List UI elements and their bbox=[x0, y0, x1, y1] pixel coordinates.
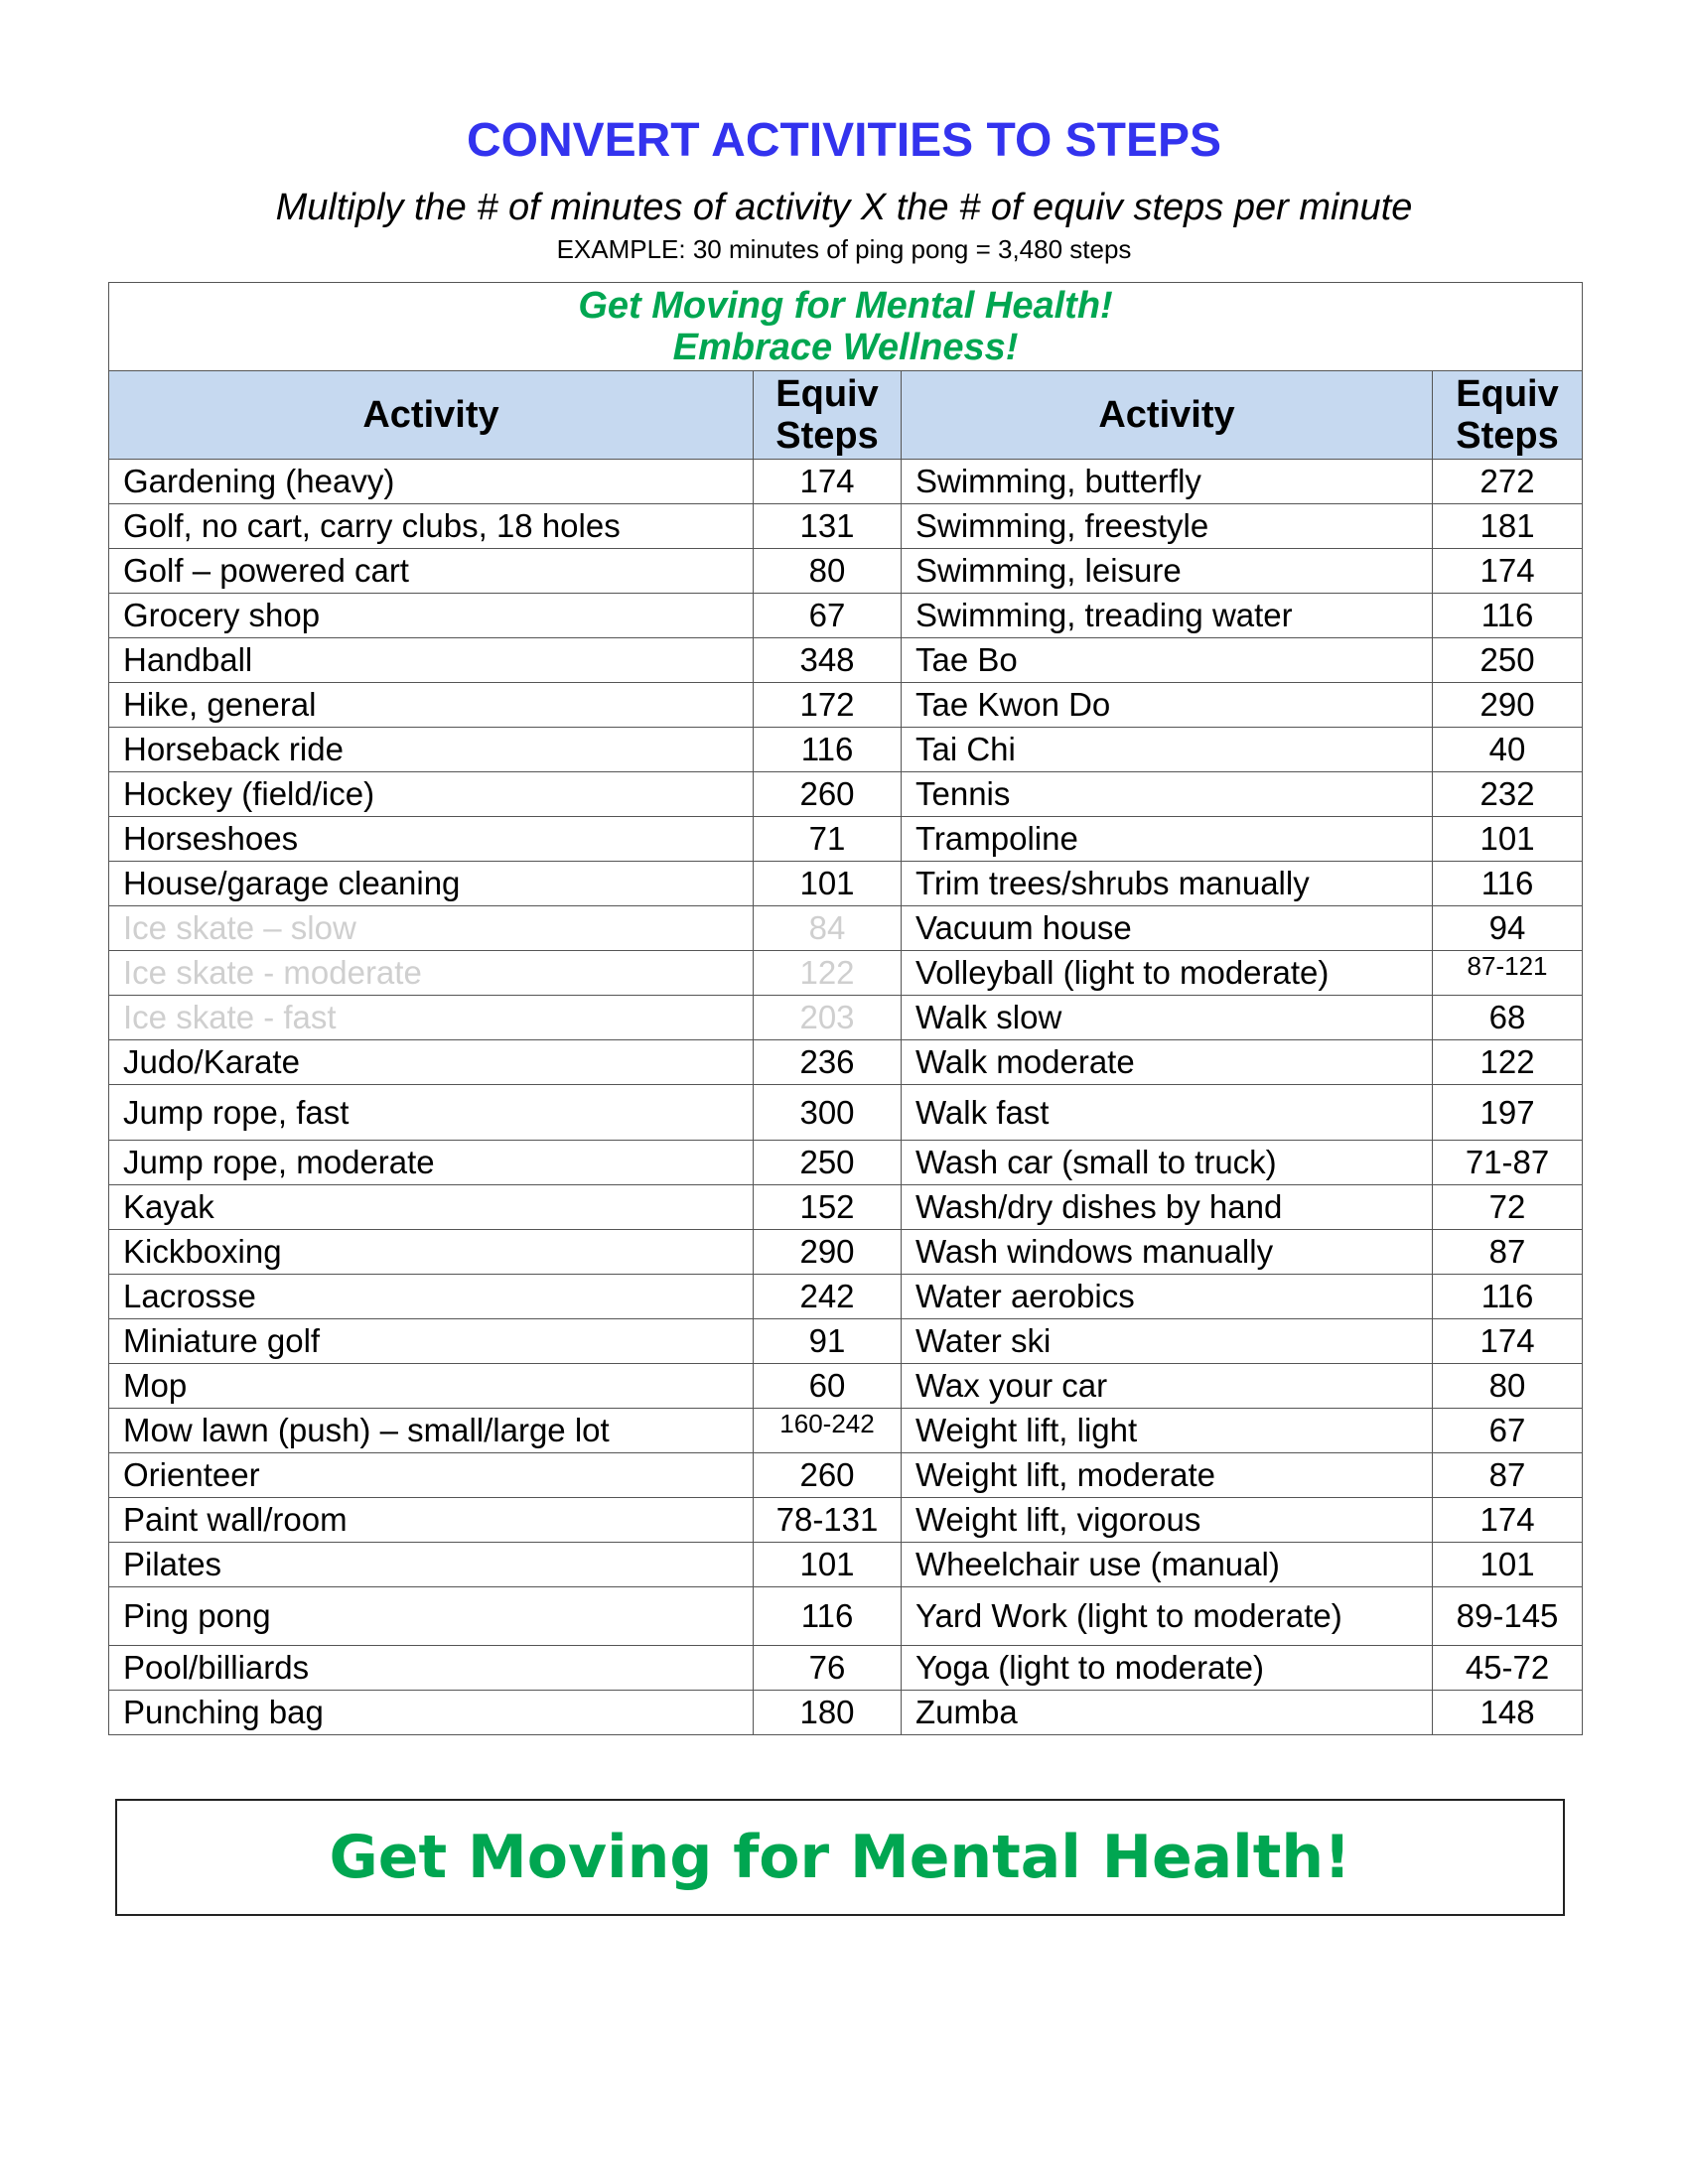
header-equiv-steps-right bbox=[1433, 371, 1583, 460]
activity-cell: Wax your car bbox=[902, 1364, 1433, 1409]
table-row bbox=[109, 1646, 1583, 1691]
steps-cell: 91 bbox=[754, 1319, 902, 1364]
steps-cell: 76 bbox=[754, 1646, 902, 1691]
steps-cell: 180 bbox=[754, 1691, 902, 1735]
header-equiv-label: Equiv bbox=[1456, 373, 1559, 415]
activity-cell: Golf, no cart, carry clubs, 18 holes bbox=[109, 504, 754, 549]
steps-cell: 80 bbox=[754, 549, 902, 594]
table-row bbox=[109, 549, 1583, 594]
steps-cell: 116 bbox=[1433, 594, 1583, 638]
steps-cell: 203 bbox=[754, 996, 902, 1040]
activity-cell: Hike, general bbox=[109, 683, 754, 728]
activity-cell: Kickboxing bbox=[109, 1230, 754, 1275]
activity-cell: Ice skate – slow bbox=[109, 906, 754, 951]
footer-text: Get Moving for Mental Health! bbox=[329, 1823, 1351, 1892]
steps-cell: 197 bbox=[1433, 1085, 1583, 1141]
activity-cell: Mow lawn (push) – small/large lot bbox=[109, 1409, 754, 1453]
steps-cell: 67 bbox=[1433, 1409, 1583, 1453]
activity-cell: Swimming, leisure bbox=[902, 549, 1433, 594]
steps-cell: 148 bbox=[1433, 1691, 1583, 1735]
table-body bbox=[109, 460, 1583, 1735]
activity-cell: Wash windows manually bbox=[902, 1230, 1433, 1275]
activity-cell: Punching bag bbox=[109, 1691, 754, 1735]
steps-cell: 116 bbox=[1433, 1275, 1583, 1319]
table-row bbox=[109, 1085, 1583, 1141]
activity-cell: Walk moderate bbox=[902, 1040, 1433, 1085]
page-title: CONVERT ACTIVITIES TO STEPS bbox=[466, 114, 1222, 167]
activities-table bbox=[108, 282, 1583, 1735]
table-row bbox=[109, 1040, 1583, 1085]
steps-cell: 174 bbox=[1433, 549, 1583, 594]
table-row bbox=[109, 460, 1583, 504]
header-activity-right: Activity bbox=[902, 371, 1433, 460]
activity-cell: Wheelchair use (manual) bbox=[902, 1543, 1433, 1587]
steps-cell: 87 bbox=[1433, 1453, 1583, 1498]
table-row bbox=[109, 683, 1583, 728]
steps-cell: 160-242 bbox=[754, 1409, 902, 1453]
table-row bbox=[109, 772, 1583, 817]
steps-cell: 174 bbox=[1433, 1319, 1583, 1364]
steps-cell: 174 bbox=[1433, 1498, 1583, 1543]
activity-cell: Water ski bbox=[902, 1319, 1433, 1364]
steps-cell: 87-121 bbox=[1433, 951, 1583, 996]
table-banner-row bbox=[109, 283, 1583, 371]
activity-cell: Paint wall/room bbox=[109, 1498, 754, 1543]
steps-cell: 172 bbox=[754, 683, 902, 728]
activity-cell: Lacrosse bbox=[109, 1275, 754, 1319]
activity-cell: Judo/Karate bbox=[109, 1040, 754, 1085]
header-steps-label: Steps bbox=[1456, 415, 1559, 457]
steps-cell: 122 bbox=[1433, 1040, 1583, 1085]
steps-cell: 174 bbox=[754, 460, 902, 504]
table-row bbox=[109, 862, 1583, 906]
steps-cell: 71 bbox=[754, 817, 902, 862]
steps-cell: 67 bbox=[754, 594, 902, 638]
table-row bbox=[109, 1185, 1583, 1230]
steps-cell: 181 bbox=[1433, 504, 1583, 549]
banner-line-2: Embrace Wellness! bbox=[672, 327, 1019, 368]
steps-cell: 78-131 bbox=[754, 1498, 902, 1543]
activity-cell: House/garage cleaning bbox=[109, 862, 754, 906]
activity-cell: Trampoline bbox=[902, 817, 1433, 862]
steps-cell: 101 bbox=[1433, 1543, 1583, 1587]
steps-cell: 101 bbox=[1433, 817, 1583, 862]
activity-cell: Orienteer bbox=[109, 1453, 754, 1498]
table-row bbox=[109, 1543, 1583, 1587]
table-row bbox=[109, 1319, 1583, 1364]
table-row bbox=[109, 1587, 1583, 1646]
table-row bbox=[109, 638, 1583, 683]
header-equiv-label: Equiv bbox=[775, 373, 879, 415]
table-row bbox=[109, 1409, 1583, 1453]
activity-cell: Ice skate - moderate bbox=[109, 951, 754, 996]
activity-cell: Tennis bbox=[902, 772, 1433, 817]
steps-cell: 101 bbox=[754, 1543, 902, 1587]
steps-cell: 260 bbox=[754, 1453, 902, 1498]
activity-cell: Jump rope, fast bbox=[109, 1085, 754, 1141]
activity-cell: Miniature golf bbox=[109, 1319, 754, 1364]
table-row bbox=[109, 951, 1583, 996]
table-row bbox=[109, 1498, 1583, 1543]
steps-cell: 116 bbox=[754, 1587, 902, 1646]
activity-cell: Horseback ride bbox=[109, 728, 754, 772]
table-row bbox=[109, 817, 1583, 862]
steps-cell: 242 bbox=[754, 1275, 902, 1319]
activity-cell: Horseshoes bbox=[109, 817, 754, 862]
instructions-subtitle: Multiply the # of minutes of activity X the # of equiv steps per minute bbox=[275, 187, 1413, 228]
activity-cell: Weight lift, light bbox=[902, 1409, 1433, 1453]
steps-cell: 250 bbox=[1433, 638, 1583, 683]
steps-cell: 89-145 bbox=[1433, 1587, 1583, 1646]
table-row bbox=[109, 728, 1583, 772]
table-row bbox=[109, 906, 1583, 951]
steps-cell: 68 bbox=[1433, 996, 1583, 1040]
activity-cell: Grocery shop bbox=[109, 594, 754, 638]
activity-cell: Jump rope, moderate bbox=[109, 1141, 754, 1185]
example-text: EXAMPLE: 30 minutes of ping pong = 3,480 steps bbox=[556, 234, 1132, 264]
steps-cell: 300 bbox=[754, 1085, 902, 1141]
steps-cell: 116 bbox=[754, 728, 902, 772]
table-banner bbox=[109, 283, 1583, 371]
table-row bbox=[109, 1275, 1583, 1319]
steps-cell: 348 bbox=[754, 638, 902, 683]
activity-cell: Walk slow bbox=[902, 996, 1433, 1040]
activity-cell: Yoga (light to moderate) bbox=[902, 1646, 1433, 1691]
steps-cell: 116 bbox=[1433, 862, 1583, 906]
activity-cell: Wash/dry dishes by hand bbox=[902, 1185, 1433, 1230]
activity-cell: Tai Chi bbox=[902, 728, 1433, 772]
activity-cell: Mop bbox=[109, 1364, 754, 1409]
steps-cell: 80 bbox=[1433, 1364, 1583, 1409]
activity-cell: Volleyball (light to moderate) bbox=[902, 951, 1433, 996]
activity-cell: Kayak bbox=[109, 1185, 754, 1230]
table-header-row bbox=[109, 371, 1583, 460]
table-row bbox=[109, 1453, 1583, 1498]
activity-cell: Golf – powered cart bbox=[109, 549, 754, 594]
table-row bbox=[109, 1230, 1583, 1275]
steps-cell: 87 bbox=[1433, 1230, 1583, 1275]
header-equiv-steps-left bbox=[754, 371, 902, 460]
steps-cell: 71-87 bbox=[1433, 1141, 1583, 1185]
table-row bbox=[109, 1364, 1583, 1409]
steps-cell: 131 bbox=[754, 504, 902, 549]
steps-cell: 152 bbox=[754, 1185, 902, 1230]
steps-cell: 272 bbox=[1433, 460, 1583, 504]
header-activity-left: Activity bbox=[109, 371, 754, 460]
activity-cell: Vacuum house bbox=[902, 906, 1433, 951]
activity-cell: Walk fast bbox=[902, 1085, 1433, 1141]
activity-cell: Pool/billiards bbox=[109, 1646, 754, 1691]
table-row bbox=[109, 594, 1583, 638]
header-steps-label: Steps bbox=[775, 415, 879, 457]
activity-cell: Swimming, butterfly bbox=[902, 460, 1433, 504]
steps-cell: 290 bbox=[1433, 683, 1583, 728]
steps-cell: 260 bbox=[754, 772, 902, 817]
activity-cell: Wash car (small to truck) bbox=[902, 1141, 1433, 1185]
activity-cell: Gardening (heavy) bbox=[109, 460, 754, 504]
steps-cell: 84 bbox=[754, 906, 902, 951]
footer-banner bbox=[115, 1799, 1565, 1916]
activity-cell: Yard Work (light to moderate) bbox=[902, 1587, 1433, 1646]
table-row bbox=[109, 1141, 1583, 1185]
steps-cell: 45-72 bbox=[1433, 1646, 1583, 1691]
activity-cell: Swimming, treading water bbox=[902, 594, 1433, 638]
steps-cell: 250 bbox=[754, 1141, 902, 1185]
steps-cell: 101 bbox=[754, 862, 902, 906]
activity-cell: Zumba bbox=[902, 1691, 1433, 1735]
activity-cell: Ping pong bbox=[109, 1587, 754, 1646]
steps-cell: 122 bbox=[754, 951, 902, 996]
steps-cell: 94 bbox=[1433, 906, 1583, 951]
steps-cell: 236 bbox=[754, 1040, 902, 1085]
steps-cell: 72 bbox=[1433, 1185, 1583, 1230]
table-row bbox=[109, 996, 1583, 1040]
table-row bbox=[109, 1691, 1583, 1735]
steps-cell: 232 bbox=[1433, 772, 1583, 817]
steps-cell: 40 bbox=[1433, 728, 1583, 772]
activity-cell: Tae Bo bbox=[902, 638, 1433, 683]
steps-cell: 60 bbox=[754, 1364, 902, 1409]
activity-cell: Weight lift, vigorous bbox=[902, 1498, 1433, 1543]
banner-line-1: Get Moving for Mental Health! bbox=[578, 285, 1113, 327]
activity-cell: Swimming, freestyle bbox=[902, 504, 1433, 549]
activity-cell: Handball bbox=[109, 638, 754, 683]
steps-cell: 290 bbox=[754, 1230, 902, 1275]
activity-cell: Trim trees/shrubs manually bbox=[902, 862, 1433, 906]
activity-cell: Weight lift, moderate bbox=[902, 1453, 1433, 1498]
activity-cell: Ice skate - fast bbox=[109, 996, 754, 1040]
table-row bbox=[109, 504, 1583, 549]
activity-cell: Pilates bbox=[109, 1543, 754, 1587]
activity-cell: Hockey (field/ice) bbox=[109, 772, 754, 817]
activity-cell: Tae Kwon Do bbox=[902, 683, 1433, 728]
activity-cell: Water aerobics bbox=[902, 1275, 1433, 1319]
